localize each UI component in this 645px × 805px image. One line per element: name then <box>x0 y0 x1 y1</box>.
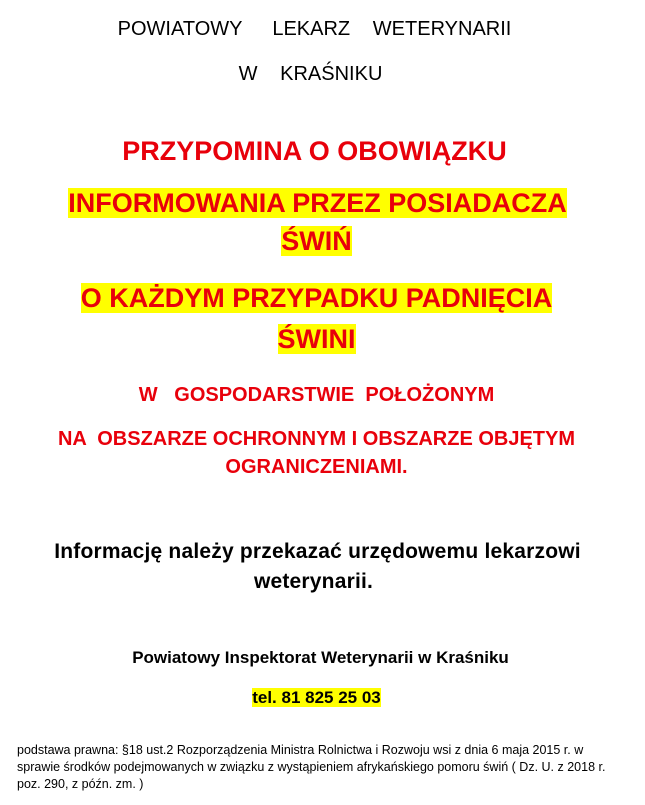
header-title-line1 <box>0 19 637 39</box>
notice-text-2-highlighted: INFORMOWANIA PRZEZ POSIADACZA <box>68 188 567 218</box>
notice-line-5 <box>0 326 639 353</box>
notice-line-4 <box>0 285 639 312</box>
notice-line-2 <box>0 190 640 217</box>
notice-line-3 <box>0 228 639 255</box>
header-title-text: POWIATOWY LEKARZ WETERYNARII <box>117 18 512 40</box>
notice-text-5-highlighted: ŚWINI <box>277 324 356 354</box>
header-title-line2 <box>0 64 633 84</box>
phone-number-highlighted: tel. 81 825 25 03 <box>252 688 381 707</box>
notice-text-6: W GOSPODARSTWIE POŁOŻONYM <box>138 384 495 406</box>
info-text-2: weterynarii. <box>253 570 374 593</box>
notice-text-8: OGRANICZENIAMI. <box>225 456 408 478</box>
notice-line-8 <box>0 457 639 477</box>
institution-text: Powiatowy Inspektorat Weterynarii w Kraśniku <box>132 648 509 667</box>
notice-text-3-highlighted: ŚWIŃ <box>281 226 352 256</box>
notice-line-7 <box>0 429 639 449</box>
notice-line-1 <box>0 138 637 165</box>
notice-text-7: NA OBSZARZE OCHRONNYM I OBSZARZE OBJĘTYM <box>57 428 576 450</box>
notice-line-6 <box>0 385 639 405</box>
info-line-2 <box>0 571 636 592</box>
phone-line <box>0 689 639 706</box>
header-location-text: W KRAŚNIKU <box>238 63 383 85</box>
notice-text-4-highlighted: O KAŻDYM PRZYPADKU PADNIĘCIA <box>80 283 553 313</box>
legal-basis: podstawa prawna: §18 ust.2 Rozporządzenia Ministra Rolnictwa i Rozwoju wsi z dnia 6 maja 2015 r. w sprawie środków podejmowanych w związku z wystąpieniem afrykańskiego pomoru świń ( Dz. U. z 2018 r. poz. 290, z późn. zm. ) <box>17 743 606 791</box>
info-line-1 <box>0 541 640 562</box>
institution-name <box>0 649 643 666</box>
info-text-1: Informację należy przekazać urzędowemu lekarzowi <box>54 540 581 563</box>
notice-text-1: PRZYPOMINA O OBOWIĄZKU <box>122 136 507 166</box>
